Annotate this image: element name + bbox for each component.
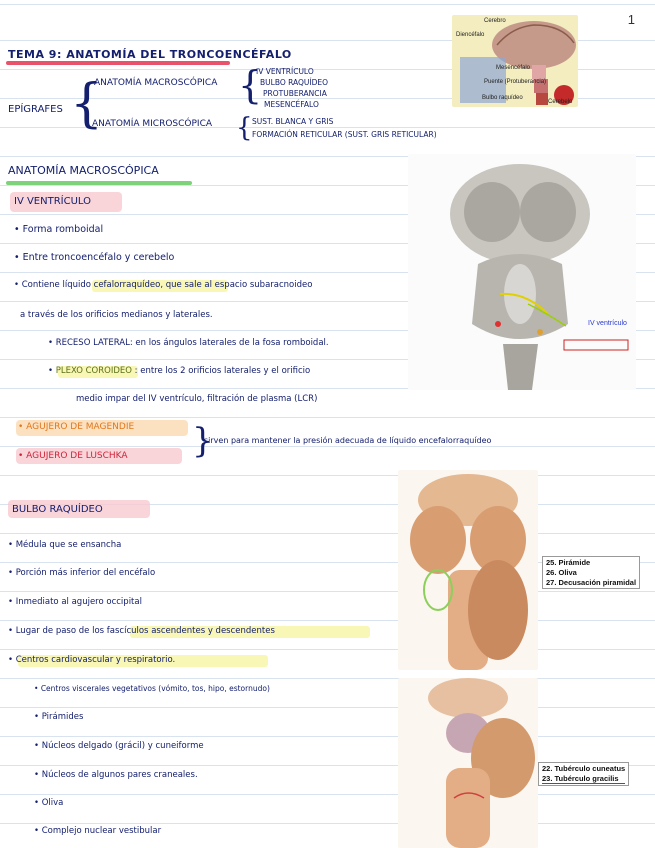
brain-label-bulbo: Bulbo raquídeo — [482, 95, 523, 101]
brain-label-diencefalo: Diencéfalo — [456, 32, 485, 38]
callout-oliva: 26. Oliva — [546, 568, 577, 577]
agujero-magendie: • AGUJERO DE MAGENDIE — [18, 422, 135, 432]
epigrafes-brace: { — [70, 74, 104, 134]
bulbo-bullet-4: • Centros cardiovascular y respiratorio. — [8, 655, 176, 665]
agujeros-brace: { — [192, 421, 214, 461]
bulbo-callout-box-2 — [538, 762, 629, 786]
iv-sub-plexo: • PLEXO COROIDEO : entre los 2 orificios laterales y el orificio — [48, 366, 311, 376]
brain-label-mesencefalo: Mesencéfalo — [496, 65, 531, 71]
bulbo-sub-1: • Pirámides — [34, 712, 84, 722]
callout-decusacion: 27. Decusación piramidal — [546, 578, 637, 587]
bulbo-bullet-4-text: Centros cardiovascular y respiratorio. — [15, 655, 176, 665]
bulbo-bullet-0: • Médula que se ensancha — [8, 540, 122, 550]
bulbo-bullet-1-text: Porción más inferior del encéfalo — [15, 568, 156, 578]
iv-figure-label: IV ventrículo — [588, 320, 627, 327]
iv-sub-plexo-cont: medio impar del IV ventrículo, filtración de plasma (LCR) — [76, 394, 318, 404]
callout-cuneatus: 22. Tubérculo cuneatus — [542, 764, 626, 773]
page-title: TEMA 9: ANATOMÍA DEL TRONCOENCÉFALO — [8, 48, 292, 61]
macro-item-protuberancia: PROTUBERANCIA — [263, 89, 327, 98]
bulbo-bullet-2-text: Inmediato al agujero occipital — [15, 597, 142, 607]
agujero-luschka: • AGUJERO DE LUSCHKA — [18, 451, 128, 461]
macro-item-bulbo: BULBO RAQUÍDEO — [260, 78, 329, 87]
epigrafes-label: EPÍGRAFES — [8, 104, 63, 115]
title-underline — [6, 61, 230, 65]
section-macro-heading: ANATOMÍA MACROSCÓPICA — [8, 164, 159, 177]
agujeros-note: sirven para mantener la presión adecuada de líquido encefalorraquídeo — [204, 436, 492, 445]
bulbo-sub-3: • Núcleos de algunos pares craneales. — [34, 770, 198, 780]
callout-gracilis: 23. Tubérculo gracilis — [542, 774, 625, 784]
bulbo-heading: BULBO RAQUÍDEO — [12, 504, 103, 515]
bulbo-sub-2: • Núcleos delgado (grácil) y cuneiforme — [34, 741, 204, 751]
iv-sub-receso-text: RECESO LATERAL: en los ángulos laterales de la fosa romboidal. — [55, 338, 329, 348]
iv-bullet-contiene-text: Contiene líquido cefalorraquídeo, que sale al espacio subaracnoideo — [21, 280, 313, 290]
bulbo-sub-3-text: Núcleos de algunos pares craneales. — [41, 770, 198, 780]
iv-bullet-entre: • Entre troncoencéfalo y cerebelo — [14, 252, 175, 263]
iv-sub-receso: • RECESO LATERAL: en los ángulos laterales de la fosa romboidal. — [48, 338, 329, 348]
bulbo-bullet-2: • Inmediato al agujero occipital — [8, 597, 142, 607]
micro-item-formacion: FORMACIÓN RETICULAR (SUST. GRIS RETICULAR) — [252, 130, 437, 139]
bulbo-sub-5-text: Complejo nuclear vestibular — [41, 826, 162, 836]
macro-item-iv: IV VENTRÍCULO — [256, 67, 314, 76]
iv-ventricle-figure — [408, 154, 636, 390]
bulbo-sub-0: • Centros viscerales vegetativos (vómito, tos, hipo, estornudo) — [34, 684, 270, 693]
iv-ventricle-drawing — [408, 154, 636, 390]
bulbo-sub-0-text: Centros viscerales vegetativos (vómito, tos, hipo, estornudo) — [40, 684, 270, 693]
bulbo-bullet-0-text: Médula que se ensancha — [15, 540, 122, 550]
macro-item-mesencefalo: MESENCÉFALO — [264, 100, 319, 109]
bulbo-bullet-1: • Porción más inferior del encéfalo — [8, 568, 156, 578]
agujero-magendie-text: AGUJERO DE MAGENDIE — [26, 422, 135, 432]
bulbo-ventral-figure — [398, 470, 538, 670]
iv-bullet-atraves: a través de los orificios medianos y laterales. — [20, 310, 213, 320]
macro-brace: { — [238, 63, 263, 107]
brain-label-puente: Puente (Protuberancia) — [484, 79, 547, 85]
brain-label-cerebro: Cerebro — [484, 18, 506, 24]
micro-item-sustancia: SUST. BLANCA Y GRIS — [252, 117, 334, 126]
agujero-luschka-text: AGUJERO DE LUSCHKA — [26, 451, 128, 461]
iv-sub-plexo-text: : entre los 2 orificios laterales y el orificio — [134, 366, 311, 376]
bulbo-callout-box-1 — [542, 556, 640, 589]
brain-label-cerebelo: Cerebelo — [548, 99, 573, 105]
iv-bullet-entre-text: Entre troncoencéfalo y cerebelo — [22, 252, 175, 263]
bulbo-dorsal-figure — [398, 678, 538, 848]
bulbo-sub-4-text: Oliva — [41, 798, 64, 808]
epigrafes-macro-label: ANATOMÍA MACROSCÓPICA — [94, 78, 218, 88]
micro-brace: { — [236, 113, 253, 143]
iv-heading: IV VENTRÍCULO — [14, 196, 92, 207]
epigrafes-micro-label: ANATOMÍA MICROSCÓPICA — [92, 119, 213, 129]
page-number: 1 — [627, 12, 635, 27]
brain-overview-drawing — [452, 15, 578, 107]
bulbo-sub-2-text: Núcleos delgado (grácil) y cuneiforme — [41, 741, 204, 751]
iv-sub-plexo-label: PLEXO COROIDEO — [55, 366, 132, 376]
bulbo-ventral-drawing — [398, 470, 538, 670]
bulbo-bullet-3-text: Lugar de paso de los fascículos ascendentes y descendentes — [15, 626, 275, 636]
iv-bullet-contiene: • Contiene líquido cefalorraquídeo, que sale al espacio subaracnoideo — [14, 280, 313, 290]
iv-bullet-forma: • Forma romboidal — [14, 224, 104, 235]
section-underline — [6, 181, 192, 185]
bulbo-sub-1-text: Pirámides — [41, 712, 84, 722]
bulbo-sub-4: • Oliva — [34, 798, 64, 808]
brain-overview-figure — [452, 15, 578, 107]
iv-bullet-forma-text: Forma romboidal — [22, 224, 104, 235]
bulbo-sub-5: • Complejo nuclear vestibular — [34, 826, 162, 836]
bulbo-bullet-3: • Lugar de paso de los fascículos ascendentes y descendentes — [8, 626, 275, 636]
callout-piramide: 25. Pirámide — [546, 558, 591, 567]
bulbo-dorsal-drawing — [398, 678, 538, 848]
